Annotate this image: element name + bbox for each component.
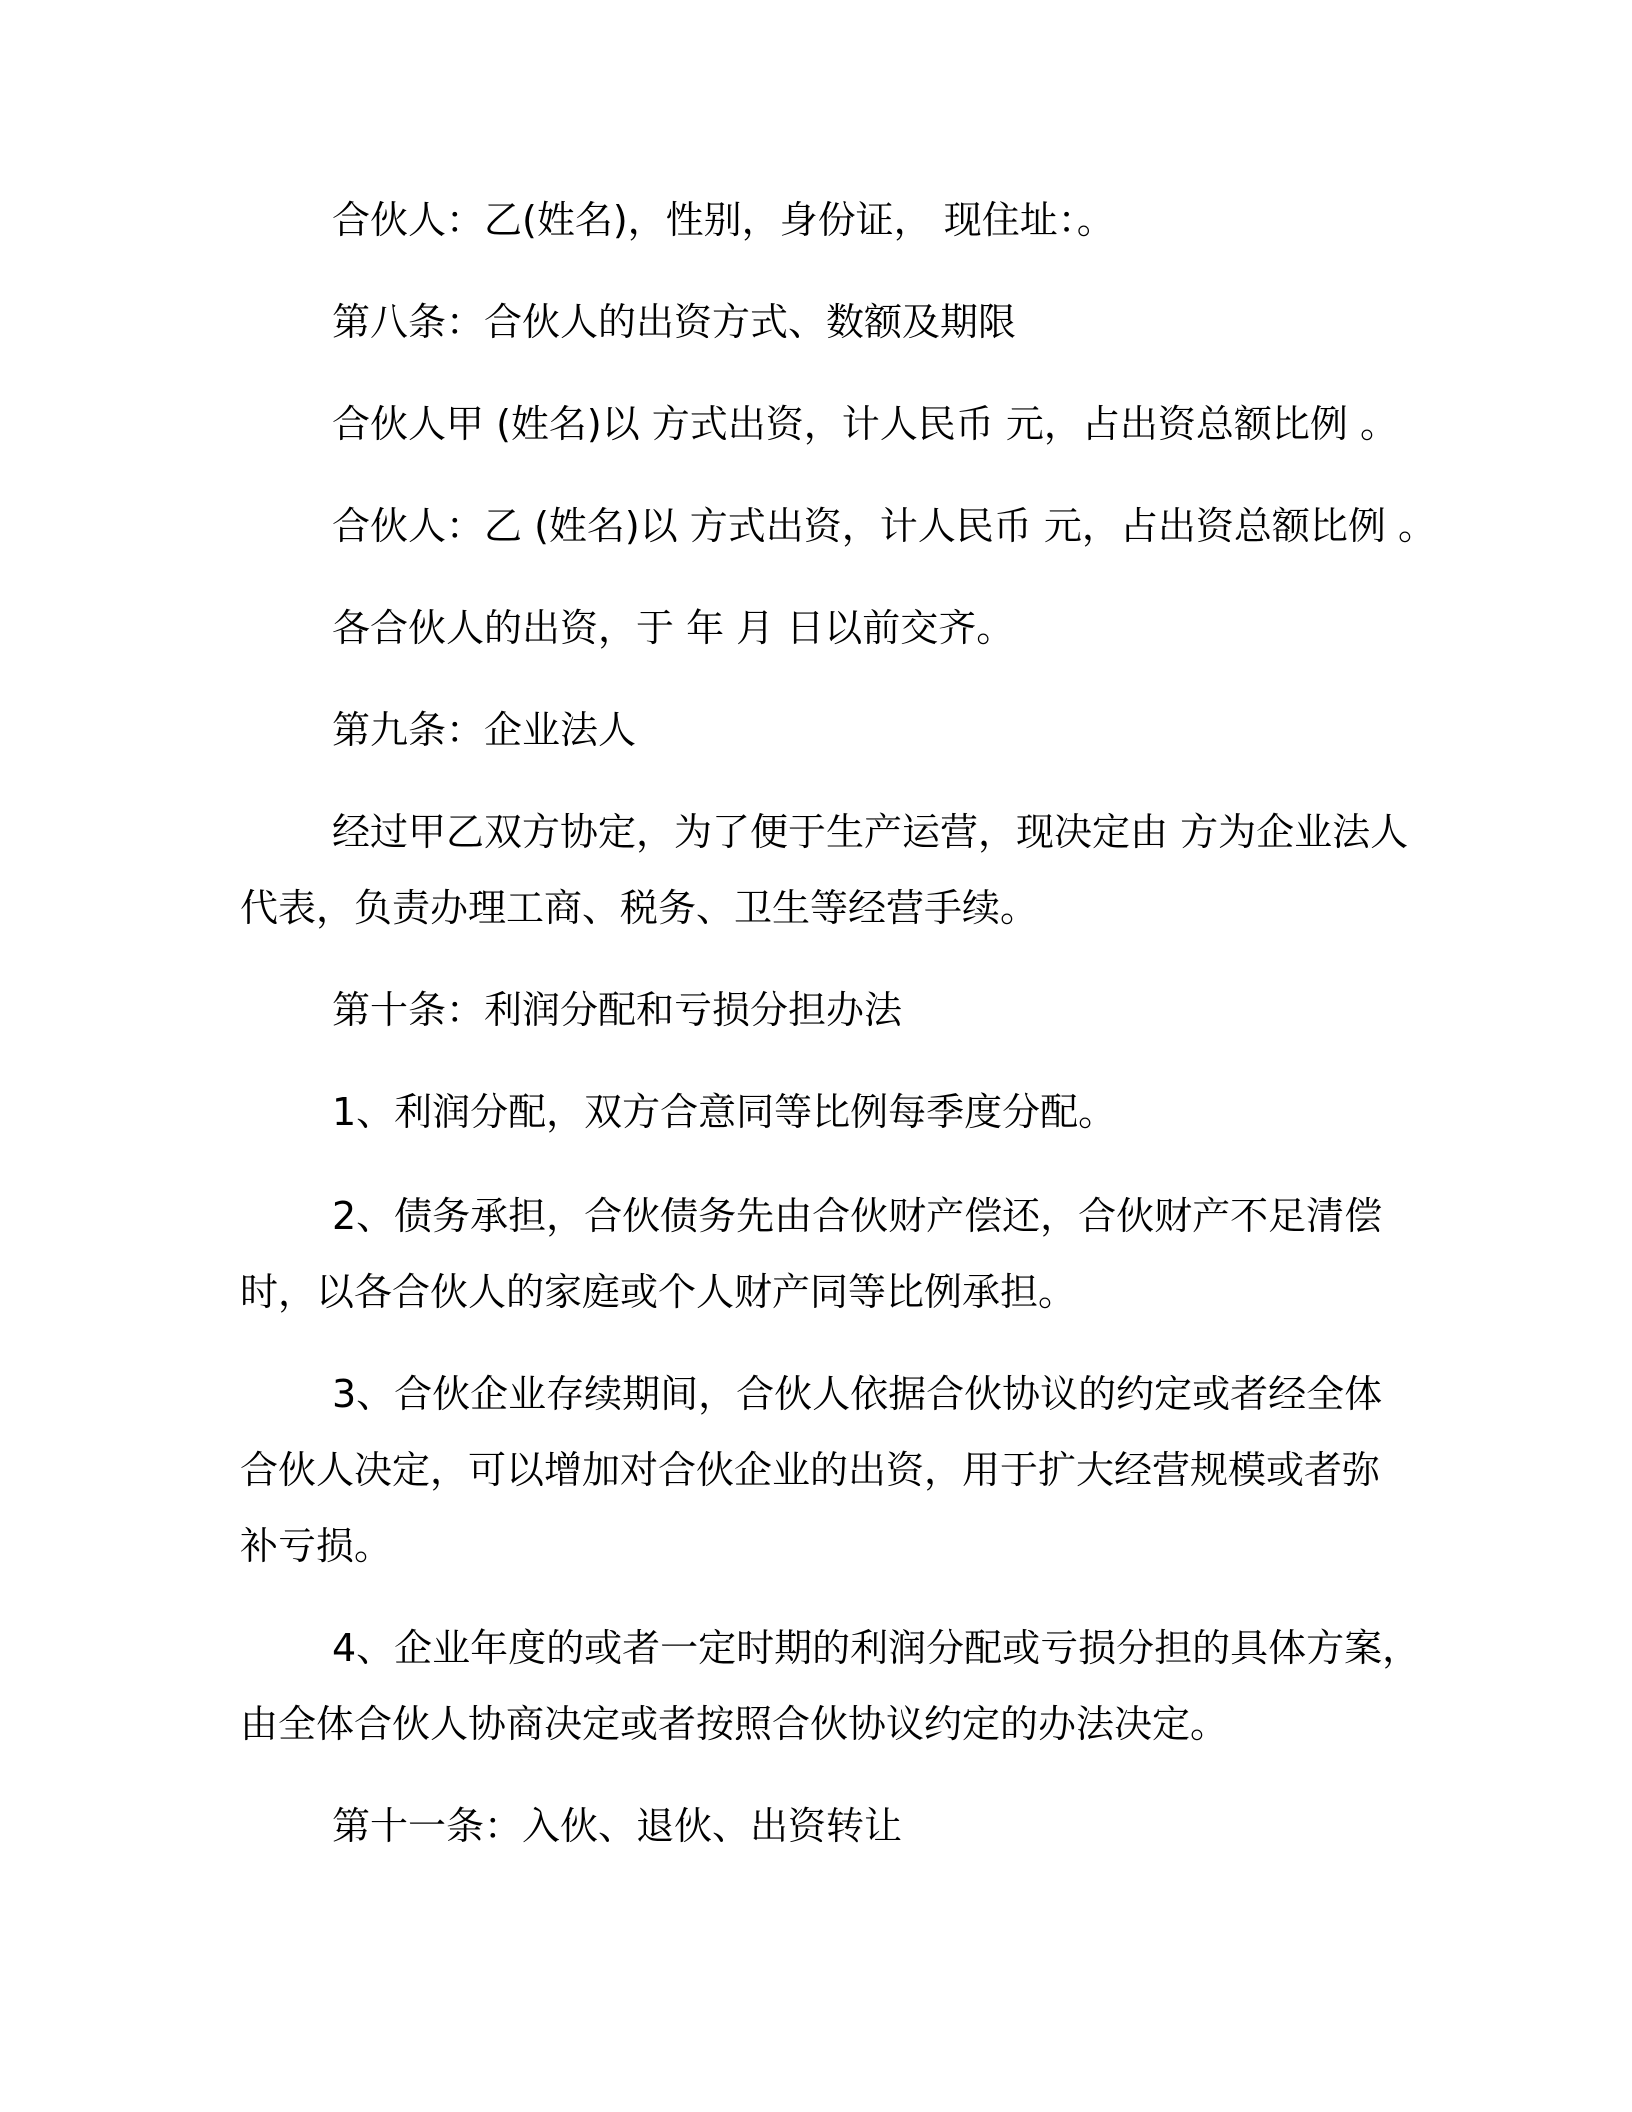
contribution-deadline-line: 各合伙人的出资，于 年 月 日以前交齐。 <box>332 606 1015 650</box>
annual-plan-item-line-2: 由全体合伙人协商决定或者按照合伙协议约定的办法决定。 <box>240 1702 1229 1746</box>
article-9-heading: 第九条：企业法人 <box>332 708 637 752</box>
capital-increase-item-line-2: 合伙人决定，可以增加对合伙企业的出资，用于扩大经营规模或者弥 <box>240 1448 1381 1492</box>
profit-distribution-item: 1、利润分配，双方合意同等比例每季度分配。 <box>332 1090 1117 1134</box>
legal-rep-paragraph-line-1: 经过甲乙双方协定，为了便于生产运营，现决定由 方为企业法人 <box>332 810 1409 854</box>
article-8-heading: 第八条：合伙人的出资方式、数额及期限 <box>332 300 1017 344</box>
article-10-heading: 第十条：利润分配和亏损分担办法 <box>332 988 903 1032</box>
capital-increase-item-line-3: 补亏损。 <box>240 1524 393 1568</box>
article-11-heading: 第十一条：入伙、退伙、出资转让 <box>332 1804 903 1848</box>
partner-a-contribution-line: 合伙人甲 (姓名)以 方式出资，计人民币 元，占出资总额比例 。 <box>332 402 1398 446</box>
debt-item-line-1: 2、债务承担，合伙债务先由合伙财产偿还，合伙财产不足清偿 <box>332 1194 1383 1238</box>
annual-plan-item-line-1: 4、企业年度的或者一定时期的利润分配或亏损分担的具体方案， <box>332 1626 1421 1670</box>
legal-rep-paragraph-line-2: 代表，负责办理工商、税务、卫生等经营手续。 <box>240 886 1039 930</box>
partner-b-contribution-line: 合伙人：乙 (姓名)以 方式出资，计人民币 元，占出资总额比例 。 <box>332 504 1436 548</box>
capital-increase-item-line-1: 3、合伙企业存续期间，合伙人依据合伙协议的约定或者经全体 <box>332 1372 1383 1416</box>
partner-b-info-line: 合伙人：乙(姓名)，性别，身份证， 现住址：。 <box>332 198 1115 242</box>
debt-item-line-2: 时，以各合伙人的家庭或个人财产同等比例承担。 <box>240 1270 1077 1314</box>
